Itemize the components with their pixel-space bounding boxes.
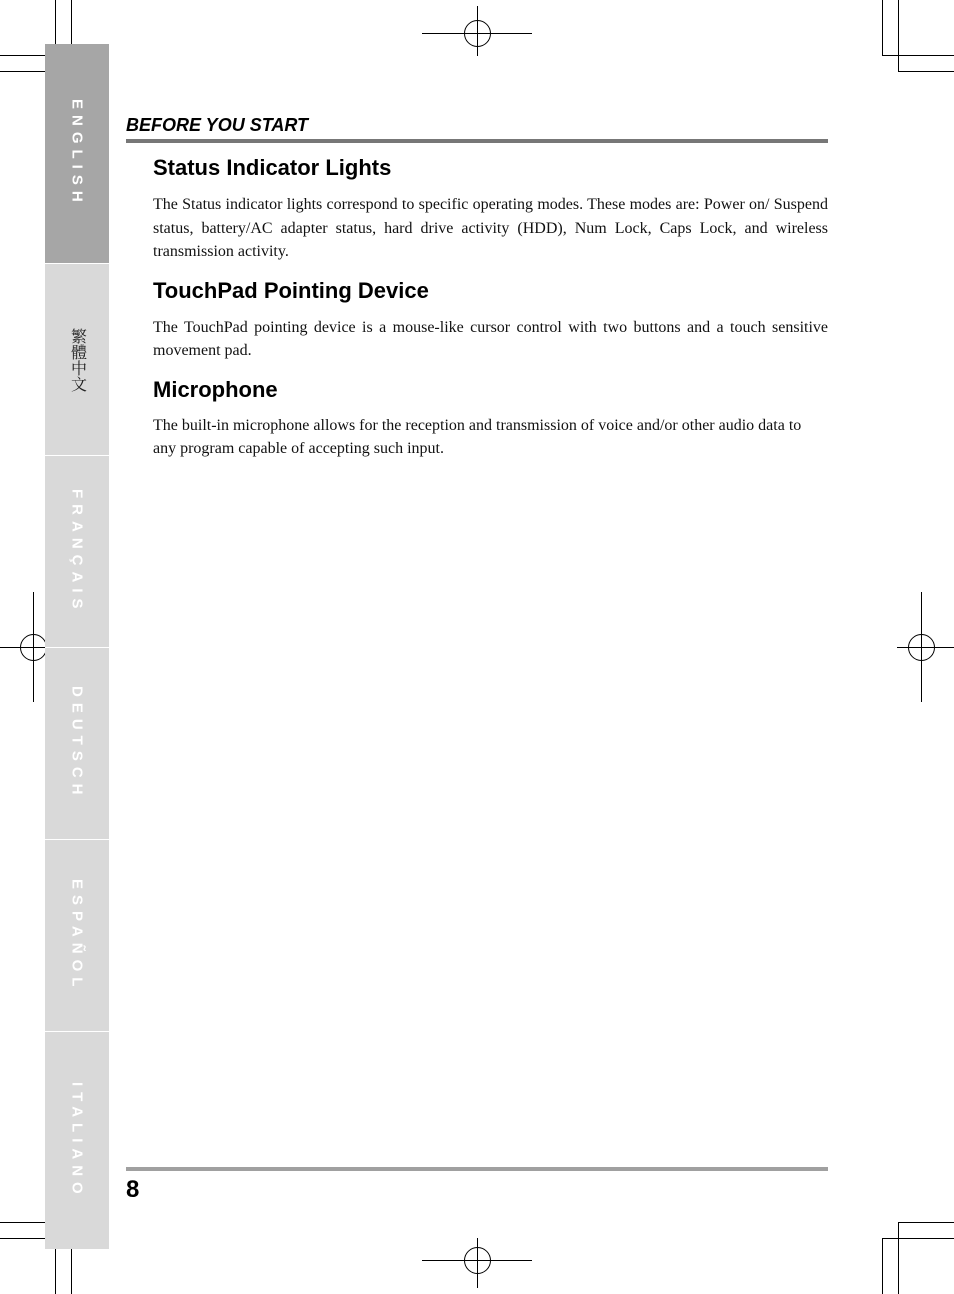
- section-body-status-indicator-lights: The Status indicator lights correspond to specific operating modes. These modes are: Power on/ Suspend status, battery/AC adapter status, hard drive activity (HDD), Num Lock, Caps Lock, and wireless transmission activity.: [153, 196, 828, 260]
- section-title-microphone: Microphone: [153, 376, 278, 402]
- section-title-status-indicator-lights: Status Indicator Lights: [153, 155, 392, 180]
- section-title-touchpad: TouchPad Pointing Device: [153, 277, 429, 303]
- language-tabs: [45, 44, 109, 1249]
- section-header: BEFORE YOU START: [126, 115, 309, 135]
- tab-francais[interactable]: [45, 456, 109, 647]
- section-body-touchpad: The TouchPad pointing device is a mouse-like cursor control with two buttons and a touch sensitive movement pad.: [153, 318, 828, 359]
- tab-label: ENGLISH: [68, 99, 86, 208]
- tab-deutsch[interactable]: [45, 648, 109, 839]
- tab-traditional-chinese[interactable]: [45, 264, 109, 455]
- tab-espanol[interactable]: [45, 840, 109, 1031]
- tab-label: DEUTSCH: [68, 686, 86, 801]
- tab-label: ITALIANO: [68, 1081, 86, 1200]
- tab-label: FRANÇAIS: [68, 488, 86, 615]
- tab-label: 繁體中文: [68, 327, 86, 392]
- section-body-microphone: The built-in microphone allows for the reception and transmission of voice and/or other audio data to any program capable of accepting such input.: [153, 416, 802, 457]
- tab-italiano[interactable]: [45, 1032, 109, 1249]
- header-divider: [126, 139, 828, 143]
- tab-label: ESPAÑOL: [68, 878, 86, 993]
- tab-english[interactable]: [45, 44, 109, 263]
- footer-divider: [126, 1167, 828, 1171]
- page-content: [153, 152, 828, 461]
- page-number: 8: [126, 1176, 140, 1203]
